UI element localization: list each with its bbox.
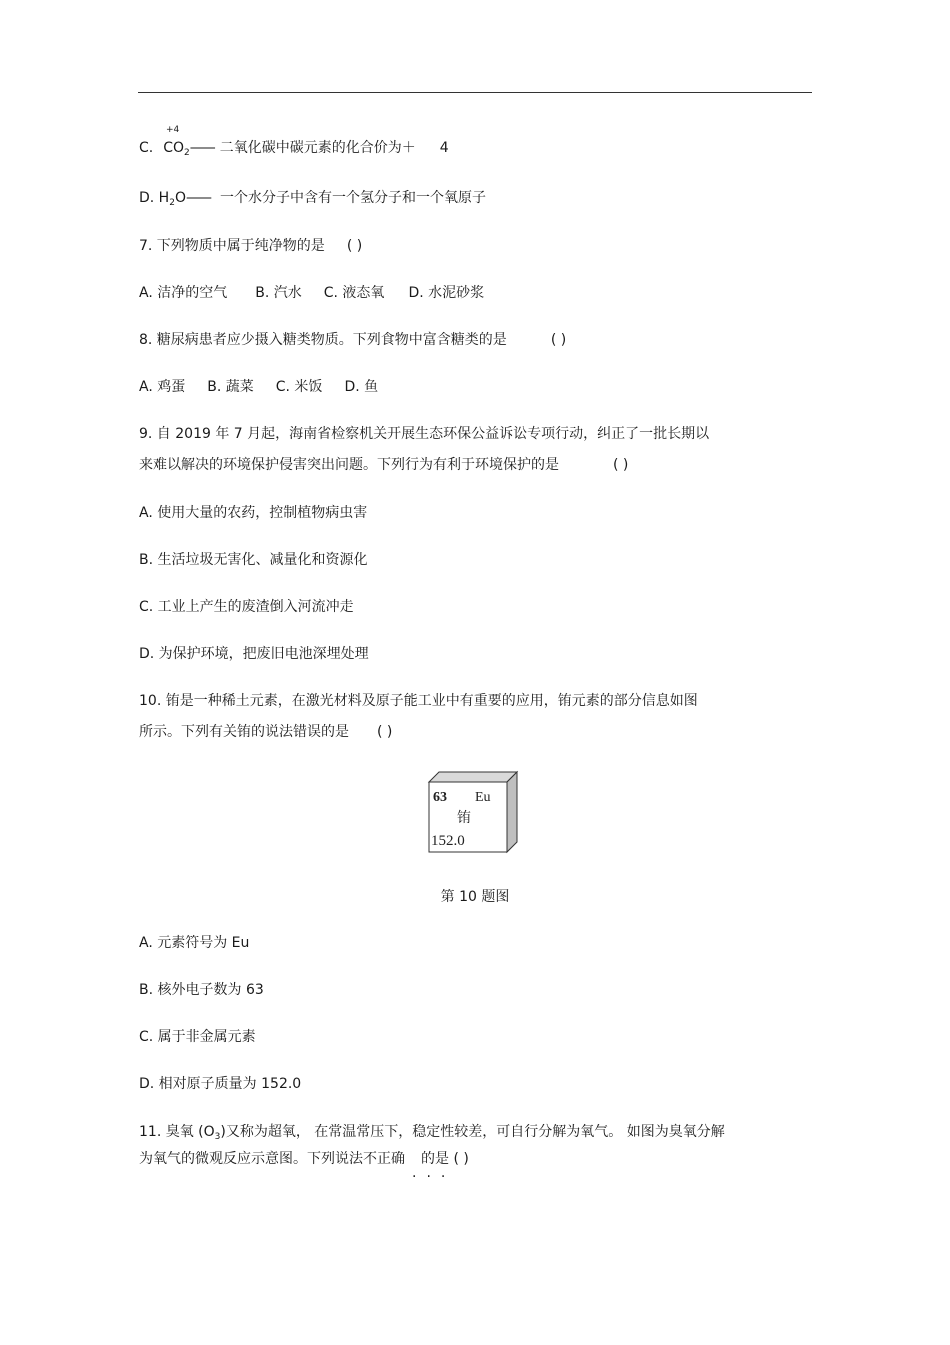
tile-side-face <box>507 772 517 852</box>
header-rule <box>138 92 812 93</box>
valence-marker: +4 <box>166 125 180 135</box>
question-9-option-d: D. 为保护环境，把废旧电池深埋处理 <box>139 646 369 662</box>
atomic-mass: 152.0 <box>431 833 465 849</box>
option-d-h2o: D. H2O—— 一个水分子中含有一个氢分子和一个氧原子 <box>139 190 486 208</box>
emphasis-dots: ... <box>412 1165 456 1181</box>
question-9-option-b: B. 生活垃圾无害化、减量化和资源化 <box>139 552 368 568</box>
question-10-option-c: C. 属于非金属元素 <box>139 1029 256 1045</box>
question-10-line-1: 10. 铕是一种稀土元素，在激光材料及原子能工业中有重要的应用，铕元素的部分信息如图 <box>139 693 698 709</box>
question-10-option-d: D. 相对原子质量为 152.0 <box>139 1076 302 1092</box>
option: D. 水泥砂浆 <box>408 285 485 301</box>
tile-top-face <box>429 772 517 782</box>
option: D. 鱼 <box>344 379 379 395</box>
question-8: 8. 糖尿病患者应少摄入糖类物质。下列食物中富含糖类的是 ( ) <box>139 332 567 348</box>
question-10-option-b: B. 核外电子数为 63 <box>139 982 264 998</box>
question-9-line-1: 9. 自 2019 年 7 月起，海南省检察机关开展生态环保公益诉讼专项行动，纠正了一批长期以 <box>139 426 710 442</box>
option: B. 汽水 <box>255 285 302 301</box>
element-symbol: Eu <box>475 790 491 805</box>
atomic-number: 63 <box>433 790 447 805</box>
question-7-options <box>139 284 484 302</box>
question-11-line-1: 11. 臭氧 (O3)又称为超氧， 在常温常压下，稳定性较差，可自行分解为氧气。 如图为臭氧分解 <box>139 1124 725 1142</box>
option-c-co2: C. CO2—— 二氧化碳中碳元素的化合价为＋ 4 <box>139 140 449 158</box>
option: A. 洁净的空气 <box>139 285 228 301</box>
question-9-option-c: C. 工业上产生的废渣倒入河流冲走 <box>139 599 354 615</box>
question-8-options <box>139 378 378 396</box>
question-11-line-2: 为氧气的微观反应示意图。下列说法不正确 的是 ( ) <box>139 1151 469 1167</box>
question-9-option-a: A. 使用大量的农药，控制植物病虫害 <box>139 505 368 521</box>
question-9-line-2: 来难以解决的环境保护侵害突出问题。下列行为有利于环境保护的是 ( ) <box>139 457 629 473</box>
question-7: 7. 下列物质中属于纯净物的是 ( ) <box>139 238 363 254</box>
figure-caption: 第 10 题图 <box>440 889 510 905</box>
element-name: 铕 <box>457 810 471 826</box>
option: C. 液态氧 <box>323 285 385 301</box>
option: B. 蔬菜 <box>207 379 254 395</box>
question-10-line-2: 所示。下列有关铕的说法错误的是 ( ) <box>139 724 393 740</box>
question-10-option-a: A. 元素符号为 Eu <box>139 935 250 951</box>
option: C. 米饭 <box>275 379 323 395</box>
option: A. 鸡蛋 <box>139 379 186 395</box>
element-tile-figure <box>425 770 521 856</box>
